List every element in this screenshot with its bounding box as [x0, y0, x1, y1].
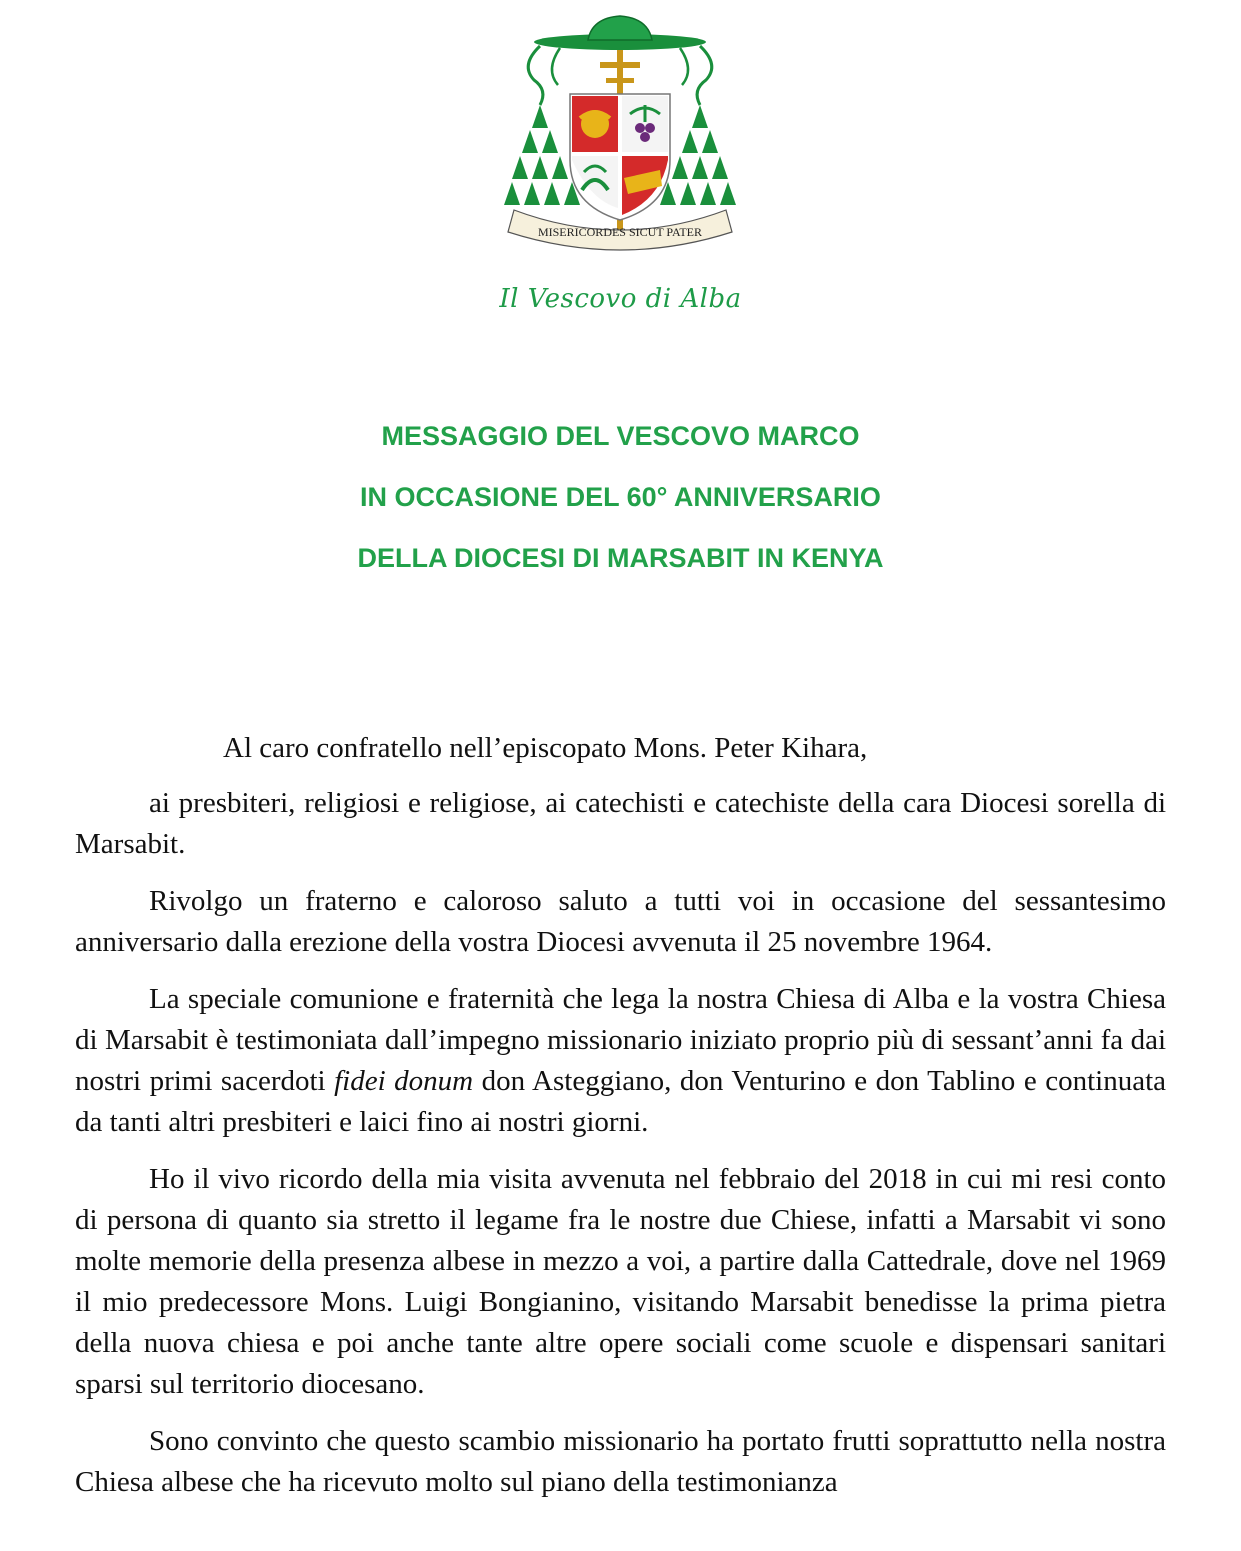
- heading-line-3: DELLA DIOCESI DI MARSABIT IN KENYA: [357, 543, 884, 573]
- bishop-coat-of-arms: [500, 10, 740, 265]
- salutation: Al caro confratello nell’episcopato Mons. Peter Kihara,: [223, 732, 868, 764]
- message-heading: [0, 406, 1241, 589]
- paragraph-4: Ho il vivo ricordo della mia visita avvenuta nel febbraio del 2018 in cui mi resi conto di persona di quanto sia stretto il legame fra le nostre due Chiese, infatti a Marsabit vi sono molte memorie della presenza albese in mezzo a voi, a partire dalla Cattedrale, dove nel 1969 il mio predecessore Mons. Luigi Bongianino, visitando Marsabit benedisse la prima pietra della nuova chiesa e poi anche tante altre opere sociali come scuole e dispensari sanitari sparsi sul territorio diocesano.: [75, 1163, 1166, 1400]
- paragraph-5: Sono convinto che questo scambio missionario ha portato frutti soprattutto nella nostra Chiesa albese che ha ricevuto molto sul piano della testimonianza: [75, 1425, 1166, 1498]
- heading-line-1: MESSAGGIO DEL VESCOVO MARCO: [381, 421, 860, 451]
- motto-text: MISERICORDES SICUT PATER: [537, 225, 703, 239]
- paragraph-3-emphasis: fidei donum: [334, 1065, 474, 1097]
- paragraph-1: ai presbiteri, religiosi e religiose, ai catechisti e catechiste della cara Diocesi sorella di Marsabit.: [75, 787, 1166, 860]
- paragraph-2: Rivolgo un fraterno e caloroso saluto a tutti voi in occasione del sessantesimo anniversario dalla erezione della vostra Diocesi avvenuta il 25 novembre 1964.: [75, 885, 1166, 958]
- paragraph-3: [75, 979, 1166, 1143]
- paragraph-3-part-a: La speciale comunione e fraternità che lega la nostra Chiesa di Alba e la vostra Chiesa di Marsabit è testimoniata dall’impegno missionario iniziato proprio più di sessant’anni fa dai nostri primi sacerdoti: [75, 983, 1166, 1097]
- heading-line-2: IN OCCASIONE DEL 60° ANNIVERSARIO: [360, 482, 881, 512]
- letter-body: [75, 728, 1166, 1519]
- letterhead-subtitle: Il Vescovo di Alba: [499, 284, 742, 314]
- paragraph-3-part-b: don Asteggiano, don Venturino e don Tablino e continuata da tanti altri presbiteri e laici fino ai nostri giorni.: [75, 1065, 1166, 1138]
